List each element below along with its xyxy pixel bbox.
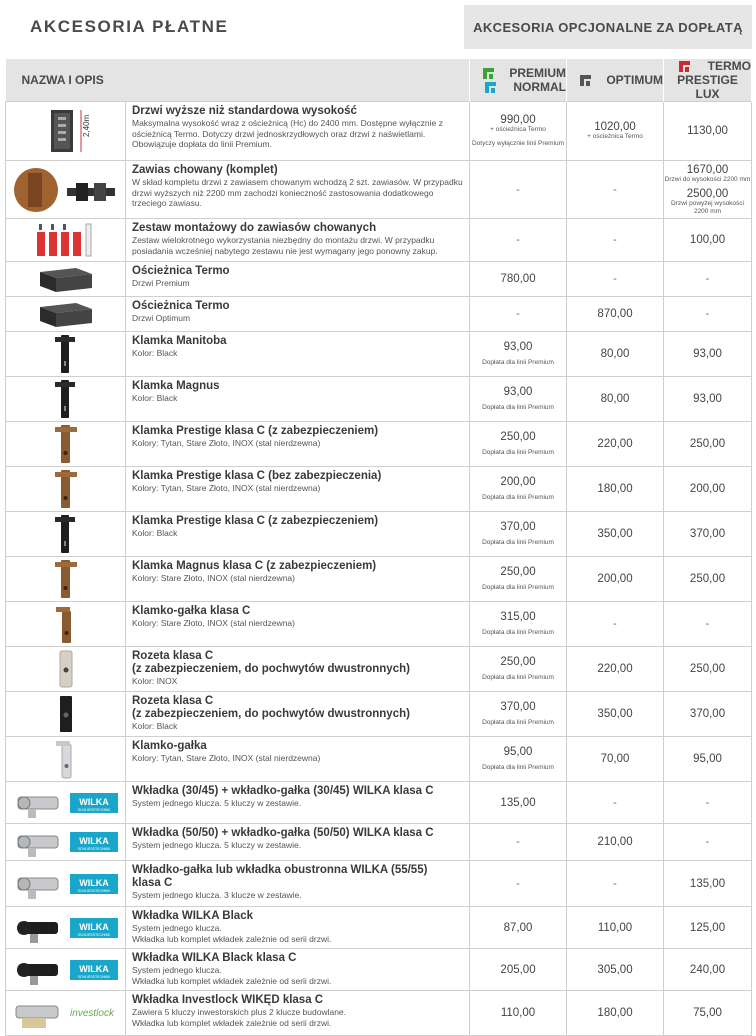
product-description-cell (126, 467, 470, 512)
optimum-price: 110,00 (597, 921, 633, 934)
termo-na: - (705, 273, 710, 285)
optimum-cell (567, 422, 664, 467)
premium-price: 110,00 (500, 1007, 536, 1019)
termo-cell (664, 737, 752, 782)
product-name: Klamka Magnus (132, 380, 220, 392)
termo-price: 370,00 (689, 708, 726, 720)
termo-cell (664, 782, 752, 824)
premium-note-line: Dopłata dla linii Premium (482, 674, 554, 681)
product-image-cell (6, 262, 126, 297)
premium-cell (470, 102, 567, 161)
product-description-cell (126, 782, 470, 824)
investlock-logo-text: investlock (69, 1008, 114, 1019)
termo-na: - (705, 308, 710, 320)
optimum-price: 305,00 (597, 963, 633, 976)
product-details: Kolor: INOX (132, 676, 178, 686)
premium-cell (470, 377, 567, 422)
optimum-na: - (613, 183, 617, 196)
premium-note: + ościeżnica Termo (490, 126, 546, 133)
optimum-cell (567, 377, 664, 422)
product-name: Klamka Prestige klasa C (z zabezpieczeniem) (132, 425, 379, 437)
table-row (6, 737, 752, 782)
optimum-na: - (613, 796, 617, 809)
product-details: Zawiera 5 kluczy inwestorskich plus 2 klucze budowlane. Wkładka lub komplet wkładek zależnie od serii drzwi. (132, 1007, 347, 1028)
col-header-premium (470, 59, 567, 102)
handle-bronze-icon (6, 423, 125, 465)
product-name: Klamka Manitoba (132, 335, 227, 347)
col-header-optimum (567, 59, 664, 102)
cylinder-wilka-icon (6, 785, 125, 821)
termo-cell (664, 512, 752, 557)
prestige-lux-label: PRESTIGE LUX (677, 73, 738, 101)
premium-cell (470, 262, 567, 297)
optimum-price: 870,00 (597, 308, 633, 320)
premium-label: PREMIUM (509, 66, 566, 80)
optimum-cell (567, 332, 664, 377)
product-name: Wkładka WILKA Black (132, 910, 253, 922)
col-header-name: NAZWA I OPIS (6, 59, 470, 102)
product-description-cell (126, 949, 470, 991)
product-details: Maksymalna wysokość wraz z ościeżnicą (Hc) do 2400 mm. Dostępne wyłącznie z ościeżnicą Termo. Dotyczy drzwi jednoskrzydłowych oraz drzwi z naświetlami. Obowiązuje dopłata do linii Premium. (132, 118, 443, 149)
wilka-logo-sub: SCHLIESSTECHNIK (77, 932, 110, 937)
product-details: System jednego klucza. Wkładka lub komplet wkładek zależnie od serii drzwi. (132, 923, 332, 944)
optimum-cell (567, 991, 664, 1036)
product-details: Drzwi Premium (132, 278, 190, 288)
premium-cell (470, 161, 567, 219)
optimum-cell (567, 297, 664, 332)
product-description-cell (126, 219, 470, 262)
product-details: Kolor: Black (132, 721, 178, 731)
termo-na: - (705, 796, 710, 809)
termo-cell (664, 647, 752, 692)
table-row (6, 647, 752, 692)
optimum-logo-icon (580, 75, 591, 86)
table-row (6, 467, 752, 512)
product-description-cell (126, 161, 470, 219)
product-details: System jednego klucza. 3 klucze w zestawie. (132, 890, 302, 900)
price-table (5, 59, 752, 1036)
product-image-cell (6, 861, 126, 907)
table-row (6, 861, 752, 907)
premium-cell (470, 949, 567, 991)
optimum-price: 210,00 (597, 836, 633, 848)
product-image-cell (6, 219, 126, 262)
premium-cell (470, 219, 567, 262)
product-details: System jednego klucza. Wkładka lub komplet wkładek zależnie od serii drzwi. (132, 965, 332, 986)
optimum-cell (567, 692, 664, 737)
optimum-price: 220,00 (597, 438, 633, 450)
product-name: Wkładko-gałka lub wkładka obustronna WILKA (55/55) klasa C (132, 864, 428, 889)
termo-cell (664, 467, 752, 512)
product-details: Kolor: Black (132, 393, 178, 403)
product-image-cell (6, 102, 126, 161)
product-image-cell (6, 422, 126, 467)
premium-note-line: Dopłata dla linii Premium (482, 584, 554, 591)
optimum-price: 180,00 (597, 483, 633, 495)
termo-price: 93,00 (693, 393, 722, 405)
product-details: System jednego klucza. 5 kluczy w zestawie. (132, 840, 302, 850)
product-description-cell (126, 422, 470, 467)
termo-cell (664, 332, 752, 377)
optimum-cell (567, 782, 664, 824)
table-row (6, 297, 752, 332)
termo-note-2: Drzwi powyżej wysokości 2200 mm (671, 199, 744, 215)
product-description-cell (126, 512, 470, 557)
wilka-logo-text: WILKA (78, 921, 109, 932)
table-row (6, 824, 752, 861)
handle-bronze-icon (6, 558, 125, 600)
premium-na: - (516, 836, 520, 848)
product-name: Klamka Prestige klasa C (z zabezpieczeniem) (132, 515, 379, 527)
product-name: Ościeżnica Termo (132, 300, 230, 312)
termo-note: Drzwi do wysokości 2200 mm (664, 175, 751, 183)
premium-note-line: Dopłata dla linii Premium (482, 404, 554, 411)
product-description-cell (126, 262, 470, 297)
knob-handle-bronze-icon (6, 603, 125, 645)
premium-price: 315,00 (500, 611, 536, 623)
termo-logo-icon (679, 61, 690, 72)
premium-na: - (516, 308, 520, 320)
termo-na: - (705, 836, 710, 848)
optimum-na: - (613, 618, 617, 630)
hidden-hinge-icon (6, 165, 125, 215)
optimum-price: 350,00 (597, 708, 633, 720)
frame-profile-icon (6, 299, 125, 329)
optimum-price: 80,00 (600, 348, 630, 360)
table-row (6, 262, 752, 297)
product-details: Kolory: Stare Złoto, INOX (stal nierdzewna) (132, 618, 295, 628)
termo-cell (664, 991, 752, 1036)
optimum-cell (567, 949, 664, 991)
table-row (6, 332, 752, 377)
product-description-cell (126, 647, 470, 692)
product-name: Wkładka (30/45) + wkładko-gałka (30/45) WILKA klasa C (132, 785, 434, 797)
termo-na: - (705, 618, 710, 630)
optimum-cell (567, 647, 664, 692)
termo-cell (664, 824, 752, 861)
table-row (6, 949, 752, 991)
product-details: Kolor: Black (132, 528, 178, 538)
product-description-cell (126, 907, 470, 949)
premium-cell (470, 512, 567, 557)
termo-price: 250,00 (689, 573, 726, 585)
premium-cell (470, 332, 567, 377)
product-name: Wkładka Investlock WIKĘD klasa C (132, 994, 324, 1006)
product-name: Klamko-gałka klasa C (132, 605, 251, 617)
premium-price: 250,00 (500, 566, 536, 578)
termo-cell (664, 692, 752, 737)
optimum-na: - (613, 234, 617, 246)
height-label: 2,40m (81, 114, 91, 137)
termo-price: 250,00 (689, 663, 726, 675)
premium-price: 370,00 (500, 701, 536, 713)
termo-price: 250,00 (689, 438, 726, 450)
premium-note-line: Dopłata dla linii Premium (482, 629, 554, 636)
product-description-cell (126, 737, 470, 782)
optimum-cell (567, 737, 664, 782)
product-image-cell (6, 297, 126, 332)
frame-profile-icon (6, 264, 125, 294)
termo-price: 1130,00 (687, 125, 728, 137)
product-image-cell (6, 824, 126, 861)
normal-label: NORMAL (513, 80, 566, 94)
termo-cell (664, 907, 752, 949)
optimum-na: - (613, 877, 617, 890)
cylinder-wilka-black-icon (6, 910, 125, 946)
product-name: Rozeta klasa C (z zabezpieczeniem, do pochwytów dwustronnych) (132, 650, 410, 675)
product-image-cell (6, 647, 126, 692)
product-name: Klamka Prestige klasa C (bez zabezpieczenia) (132, 470, 382, 482)
termo-price: 240,00 (689, 963, 726, 976)
wilka-logo-sub: SCHLIESSTECHNIK (77, 974, 110, 979)
optimum-cell (567, 907, 664, 949)
termo-price: 100,00 (689, 234, 726, 246)
table-row (6, 512, 752, 557)
premium-note-line: Dopłata dla linii Premium (482, 494, 554, 501)
premium-logo-icon (483, 68, 494, 79)
termo-price: 370,00 (689, 528, 726, 540)
optimum-cell (567, 512, 664, 557)
knob-handle-silver-icon (6, 738, 125, 780)
termo-price: 125,00 (689, 921, 726, 934)
premium-cell (470, 692, 567, 737)
premium-cell (470, 422, 567, 467)
optimum-cell (567, 102, 664, 161)
termo-cell (664, 422, 752, 467)
termo-cell (664, 949, 752, 991)
premium-price: 205,00 (500, 963, 536, 976)
handle-black-icon (6, 333, 125, 375)
termo-cell (664, 557, 752, 602)
table-row (6, 692, 752, 737)
product-image-cell (6, 161, 126, 219)
premium-price: 990,00 (500, 114, 536, 126)
optimum-cell (567, 161, 664, 219)
normal-logo-icon (485, 82, 496, 93)
termo-price: 95,00 (693, 753, 722, 765)
product-image-cell (6, 332, 126, 377)
product-description-cell (126, 602, 470, 647)
table-row (6, 782, 752, 824)
product-details: Kolory: Stare Złoto, INOX (stal nierdzewna) (132, 573, 295, 583)
tall-door-icon (6, 107, 125, 155)
table-row (6, 422, 752, 467)
wilka-logo-sub: SCHLIESSTECHNIK (77, 847, 110, 851)
premium-cell (470, 737, 567, 782)
optimum-cell (567, 219, 664, 262)
product-image-cell (6, 949, 126, 991)
wilka-logo-text: WILKA (78, 796, 109, 807)
premium-note-line: Dotyczy wyłącznie linii Premium (471, 140, 565, 147)
product-details: W skład kompletu drzwi z zawiasem chowanym wchodzą 2 szt. zawiasów. W przypadku drzwi wyższych niż 2200 mm zachodzi konieczność zastosowania dodatkowego trzeciego zawiasu. (132, 177, 463, 208)
product-image-cell (6, 512, 126, 557)
termo-price: 75,00 (693, 1007, 722, 1019)
optimum-na: - (613, 273, 617, 285)
product-description-cell (126, 861, 470, 907)
premium-cell (470, 991, 567, 1036)
optimum-cell (567, 602, 664, 647)
optimum-cell (567, 467, 664, 512)
cylinder-wilka-black-icon (6, 952, 125, 988)
product-name: Rozeta klasa C (z zabezpieczeniem, do pochwytów dwustronnych) (132, 695, 410, 720)
product-name: Wkładka WILKA Black klasa C (132, 952, 297, 964)
top-bar (0, 0, 756, 56)
premium-na: - (516, 877, 520, 890)
product-details: Kolory: Tytan, Stare Złoto, INOX (stal nierdzewna) (132, 753, 321, 763)
table-row (6, 161, 752, 219)
product-name: Wkładka (50/50) + wkładko-gałka (50/50) WILKA klasa C (132, 827, 434, 839)
product-description-cell (126, 377, 470, 422)
wilka-logo-text: WILKA (78, 877, 109, 888)
table-row (6, 602, 752, 647)
optimum-price: 180,00 (597, 1007, 633, 1019)
product-image-cell (6, 467, 126, 512)
product-description-cell (126, 824, 470, 861)
premium-cell (470, 297, 567, 332)
table-row (6, 219, 752, 262)
optimum-price: 220,00 (597, 663, 633, 675)
product-description-cell (126, 297, 470, 332)
premium-cell (470, 824, 567, 861)
product-details: Kolory: Tytan, Stare Złoto, INOX (stal nierdzewna) (132, 438, 321, 448)
optimum-price: 1020,00 (594, 121, 636, 133)
table-row (6, 991, 752, 1036)
premium-na: - (516, 234, 520, 246)
cylinder-wilka-icon (6, 866, 125, 902)
page-title: AKCESORIA PŁATNE (30, 17, 229, 36)
product-description-cell (126, 557, 470, 602)
optimum-cell (567, 557, 664, 602)
premium-note-line: Dopłata dla linii Premium (482, 719, 554, 726)
premium-note-line: Dopłata dla linii Premium (482, 359, 554, 366)
product-name: Klamka Magnus klasa C (z zabezpieczeniem) (132, 560, 377, 572)
termo-price: 135,00 (689, 877, 726, 890)
premium-price: 87,00 (503, 921, 533, 934)
handle-bronze-icon (6, 468, 125, 510)
product-image-cell (6, 692, 126, 737)
premium-cell (470, 782, 567, 824)
optimum-cell (567, 861, 664, 907)
optimum-price: 80,00 (600, 393, 630, 405)
cylinder-investlock-icon (6, 994, 125, 1032)
termo-cell (664, 262, 752, 297)
product-name: Ościeżnica Termo (132, 265, 230, 277)
product-image-cell (6, 737, 126, 782)
termo-cell (664, 297, 752, 332)
product-image-cell (6, 782, 126, 824)
handle-black-icon (6, 378, 125, 420)
premium-na: - (516, 183, 520, 196)
termo-cell (664, 377, 752, 422)
product-details: System jednego klucza. 5 kluczy w zestawie. (132, 798, 302, 808)
wilka-logo-text: WILKA (78, 963, 109, 974)
premium-note-line: Dopłata dla linii Premium (482, 764, 554, 771)
product-details: Kolory: Tytan, Stare Złoto, INOX (stal nierdzewna) (132, 483, 321, 493)
table-row (6, 557, 752, 602)
cylinder-wilka-icon (6, 824, 125, 860)
product-name: Drzwi wyższe niż standardowa wysokość (132, 105, 357, 117)
table-row (6, 377, 752, 422)
product-details: Kolor: Black (132, 348, 178, 358)
mounting-kit-icon (6, 222, 125, 258)
premium-cell (470, 467, 567, 512)
premium-price: 370,00 (500, 521, 536, 533)
premium-cell (470, 602, 567, 647)
product-details: Drzwi Optimum (132, 313, 191, 323)
product-image-cell (6, 377, 126, 422)
product-image-cell (6, 907, 126, 949)
premium-price: 250,00 (500, 656, 536, 668)
table-row (6, 907, 752, 949)
wilka-logo-text: WILKA (78, 836, 109, 846)
product-name: Zawias chowany (komplet) (132, 164, 278, 176)
product-description-cell (126, 332, 470, 377)
product-description-cell (126, 991, 470, 1036)
handle-black-icon (6, 513, 125, 555)
premium-price: 95,00 (503, 746, 533, 758)
rosette-inox-icon (6, 648, 125, 690)
wilka-logo-sub: SCHLIESSTECHNIK (77, 888, 110, 893)
termo-label: TERMO (707, 59, 752, 73)
termo-price-2: 2500,00 (686, 187, 729, 200)
optimum-cell (567, 824, 664, 861)
optimum-note: + ościeżnica Termo (587, 133, 643, 140)
wilka-logo-sub: SCHLIESSTECHNIK (77, 807, 110, 812)
premium-price: 93,00 (503, 386, 533, 398)
optimum-label: OPTIMUM (606, 73, 663, 87)
termo-price: 93,00 (693, 348, 722, 360)
product-description-cell (126, 102, 470, 161)
termo-cell (664, 219, 752, 262)
section-label: AKCESORIA OPCJONALNE ZA DOPŁATĄ (464, 5, 752, 49)
premium-cell (470, 647, 567, 692)
rosette-black-icon (6, 693, 125, 735)
table-row (6, 102, 752, 161)
product-description-cell (126, 692, 470, 737)
premium-cell (470, 907, 567, 949)
product-image-cell (6, 602, 126, 647)
termo-cell (664, 161, 752, 219)
premium-note-line: Dopłata dla linii Premium (482, 539, 554, 546)
premium-note-line: Dopłata dla linii Premium (482, 449, 554, 456)
product-details: Zestaw wielokrotnego wykorzystania niezbędny do montażu drzwi. W przypadku posiadania wcześniej nabytego zestawu nie jest wymagany jego ponowny zakup. (132, 235, 438, 256)
optimum-price: 70,00 (600, 753, 630, 765)
optimum-price: 200,00 (597, 573, 633, 585)
premium-price: 250,00 (500, 431, 536, 443)
product-image-cell (6, 557, 126, 602)
termo-price: 200,00 (689, 483, 726, 495)
table-body (6, 102, 752, 1036)
termo-price: 1670,00 (686, 163, 729, 176)
premium-price: 780,00 (500, 273, 536, 285)
premium-cell (470, 861, 567, 907)
termo-cell (664, 602, 752, 647)
premium-price: 93,00 (503, 341, 533, 353)
col-header-termo (664, 59, 752, 102)
product-name: Klamko-gałka (132, 740, 207, 752)
premium-price: 200,00 (500, 476, 536, 488)
optimum-price: 350,00 (597, 528, 633, 540)
optimum-cell (567, 262, 664, 297)
premium-cell (470, 557, 567, 602)
termo-cell (664, 861, 752, 907)
product-name: Zestaw montażowy do zawiasów chowanych (132, 222, 377, 234)
termo-cell (664, 102, 752, 161)
product-image-cell (6, 991, 126, 1036)
premium-price: 135,00 (500, 796, 536, 809)
